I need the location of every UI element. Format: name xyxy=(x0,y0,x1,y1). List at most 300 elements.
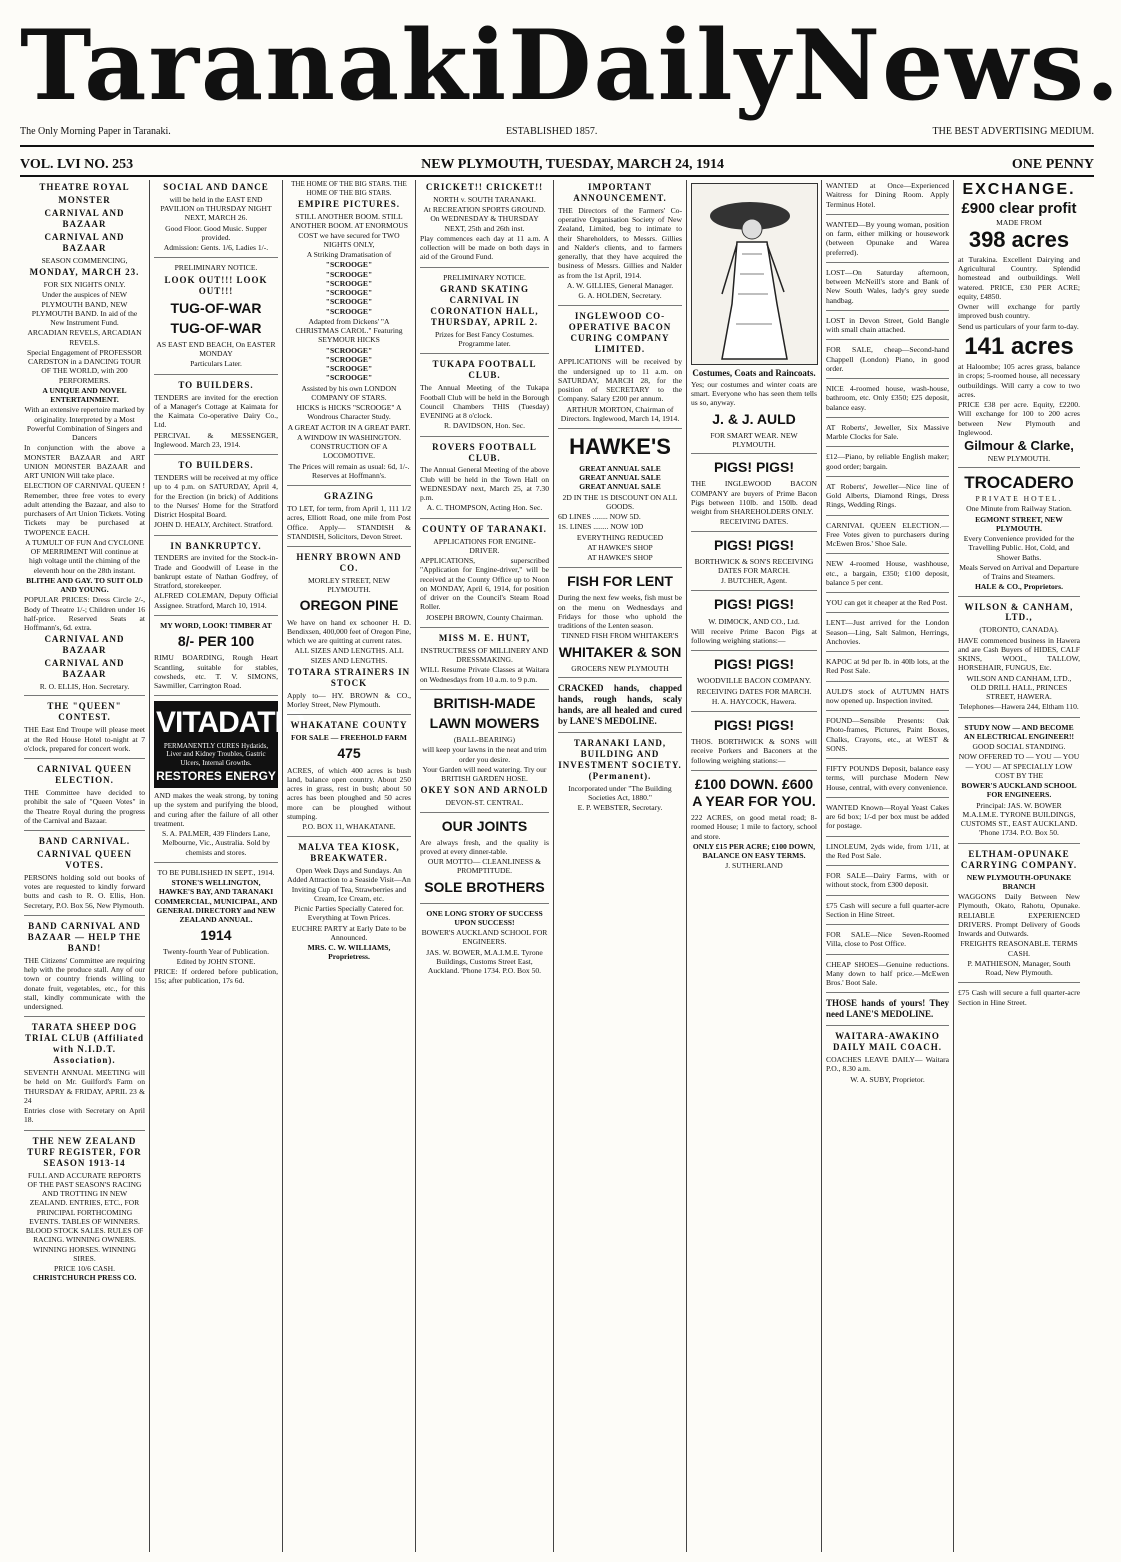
forsale-piano xyxy=(826,345,949,379)
new-house xyxy=(826,559,949,593)
auld-hats xyxy=(826,687,949,712)
exchange-heading: EXCHANGE. xyxy=(962,181,1076,198)
tug-line-1: TUG-OF-WAR xyxy=(170,299,262,316)
tukapa-notice xyxy=(420,359,549,436)
dairy-text: FOR SALE—Dairy Farms, with or without stock, from £300 deposit. xyxy=(826,871,949,890)
season-text: SEASON COMMENCING, xyxy=(41,255,128,265)
wilson-canham-ad xyxy=(958,602,1080,718)
unique-text: A UNIQUE AND NOVEL ENTERTAINMENT. xyxy=(42,385,127,405)
principal-text: JAS. W. BOWER, M.A.I.M.E. Tyrone Buildings, Customs Street East, Auckland. 'Phone 1734. P.O. Box 50. xyxy=(426,947,543,976)
cash-section xyxy=(826,901,949,926)
engagement-text: Special Engagement of PROFESSOR CARDSTON in a DANCING TOUR OF THE WORLD, with 200 PERFORMERS. xyxy=(27,347,142,385)
sale-line-1: GREAT ANNUAL SALE xyxy=(579,463,661,473)
title-word-3: News. xyxy=(792,9,1121,122)
study-line-2: AN ELECTRICAL ENGINEER!! xyxy=(963,731,1075,741)
acres141-body: at Haloombe; 105 acres grass, balance in crops; 5-roomed house, all necessary outbuildings. Will carry a cow to two acres. xyxy=(958,362,1080,399)
roberts1-text: AT Roberts', Jeweller, Six Massive Marble Clocks for Sale. xyxy=(826,422,949,441)
oregon-heading: OREGON PINE xyxy=(299,597,399,614)
woodville-heading: WOODVILLE BACON COMPANY. xyxy=(696,676,812,686)
volume-number: VOL. LVI NO. 253 xyxy=(20,157,134,172)
medoline-text: THOSE hands of yours! They need LANE'S MEDOLINE. xyxy=(826,998,949,1020)
county-notice xyxy=(420,524,549,628)
waggons-text: WAGGONS Daily Between New Plymouth, Okato, Rahotu, Opunake. RELIABLE EXPERIENCED DRIVERS. Prompt Delivery of Goods Inwards and Outwards. xyxy=(958,892,1080,939)
london-text: Assisted by his own LONDON COMPANY OF STARS. xyxy=(301,383,397,402)
pigs-heading-1: PIGS! PIGS! xyxy=(713,459,795,476)
empire-pictures xyxy=(287,180,411,486)
thos-body: THOS. BORTHWICK & SONS will receive Porkers and Baconers at the following weighing stations:— xyxy=(691,737,817,765)
theatre-ad xyxy=(24,182,145,696)
wanted2-text: WANTED—By young woman, position on farm, either milking or housework (between Opunake and Warea preferred). xyxy=(826,219,949,257)
skating-prelim: PRELIMINARY NOTICE. xyxy=(443,272,526,282)
cricket-heading: CRICKET!! CRICKET!! xyxy=(425,182,544,192)
cash75-text: £75 Cash will secure a full quarter-acre Section in Hine Street. xyxy=(826,900,949,919)
vitadatio-tag: RESTORES ENERGY xyxy=(156,769,276,784)
lost-2 xyxy=(826,316,949,341)
hicks-text: HICKS is HICKS "SCROOGE" A Wondrous Character Study. xyxy=(296,403,402,422)
dimock-heading: W. DIMOCK, AND CO., Ltd. xyxy=(708,616,800,626)
column-8 xyxy=(954,180,1084,1552)
window-text: A WINDOW IN WASHINGTON. CONSTRUCTION OF A LOCOMOTIVE. xyxy=(296,432,402,461)
red-post xyxy=(826,598,949,613)
scrooge-5: "SCROOGE" xyxy=(325,297,373,307)
blithe-text: BLITHE AND GAY. TO SUIT OLD AND YOUNG. xyxy=(26,575,143,595)
stones-directory xyxy=(154,868,278,991)
costumes-ad xyxy=(691,183,817,454)
tukapa-body: The Annual Meeting of the Tukapa Football Club will be held in the Borough Council Chambers THIS (Tuesday) EVENING at 8 o'clock. xyxy=(420,383,549,421)
booming-text: STILL ANOTHER BOOM. STILL ANOTHER BOOM. AT ENORMOUS COST we have secured for TWO NIGHTS ONLY, xyxy=(290,212,408,249)
discount-text: 2D IN THE 1S DISCOUNT ON ALL GOODS. xyxy=(562,492,678,511)
stones-text: STONE'S WELLINGTON, HAWKE'S BAY, AND TARANAKI COMMERCIAL, MUNICIPAL, AND GENERAL DIRECTORY and NEW ZEALAND ANNUAL. xyxy=(154,878,278,925)
band-carnival xyxy=(24,836,145,916)
hale-sign: HALE & CO., Proprietors. xyxy=(974,582,1064,592)
timber-ad xyxy=(154,621,278,696)
bankruptcy-body: TENDERS are invited for the Stock-in-Trade and Goodwill of Lease in the bankrupt estate of Nathan Godfrey, of Stratford, storekeeper. xyxy=(154,553,278,591)
woman-costume-illustration xyxy=(691,183,818,365)
medoline-ad xyxy=(826,998,949,1026)
empire-heading: EMPIRE PICTURES. xyxy=(297,199,400,210)
villa-sale xyxy=(826,930,949,955)
lost-1 xyxy=(826,268,949,311)
place-date: NEW PLYMOUTH, TUESDAY, MARCH 24, 1914 xyxy=(421,157,724,172)
vitadatio-banner xyxy=(154,701,305,788)
social-heading: SOCIAL AND DANCE xyxy=(163,182,269,192)
new4-text: NEW 4-roomed House, washhouse, etc., a bargain, £350; £100 deposit, balance 5 per cent. xyxy=(826,559,949,587)
pigs-heading-2: PIGS! PIGS! xyxy=(713,536,795,553)
bowers-ad xyxy=(420,909,549,981)
price141-text: PRICE £38 per acre. Equity, £2200. Will exchange for 100 to 200 acres between New Plymouth and Inglewood. xyxy=(958,400,1080,437)
engine-heading: APPLICATIONS FOR ENGINE-DRIVER. xyxy=(433,536,536,555)
pigs-heading-5: PIGS! PIGS! xyxy=(713,717,795,734)
columns xyxy=(20,180,1094,1552)
okey-heading: OKEY SON AND ARNOLD xyxy=(420,785,549,796)
coleman-sign: ALFRED COLEMAN, Deputy Official Assignee. Stratford, March 10, 1914. xyxy=(154,591,278,610)
linoleum xyxy=(826,842,949,867)
mathieson-sign: P. MATHIESON, Manager, South Road, New Plymouth. xyxy=(967,958,1071,978)
entries-text: Entries close with Secretary on April 18. xyxy=(24,1106,145,1125)
ellis-sign: R. O. ELLIS, Hon. Secretary. xyxy=(39,682,130,692)
costumes-body: Yes; our costumes and winter coats are smart. Everyone who has seen them tells us so, anyway. xyxy=(691,379,817,408)
gilmour-sub: NEW PLYMOUTH. xyxy=(987,454,1051,464)
aulds-text: AULD'S stock of AUTUMN HATS now opened up. Inspection invited. xyxy=(826,686,949,705)
tinned-text: TINNED FISH FROM WHITAKER'S xyxy=(561,631,679,641)
carnival-votes xyxy=(826,521,949,555)
costumes-heading: Costumes, Coats and Raincoats. xyxy=(692,368,816,378)
pigs-inglewood xyxy=(691,459,817,531)
forsale1-text: FOR SALE, cheap—Second-hand Chappell (London) Piano, in good order. xyxy=(826,345,949,373)
turf-price: PRICE 10/6 CASH. xyxy=(54,1264,115,1274)
wilson-heading: WILSON & CANHAM, LTD., xyxy=(964,601,1074,623)
lent-fish xyxy=(826,618,949,652)
rovers-notice xyxy=(420,442,549,519)
social-music: Good Floor. Good Music. Supper provided. xyxy=(165,223,267,242)
lanes-ad xyxy=(558,683,682,733)
telephones-text: Telephones—Hawera 244, Eltham 110. xyxy=(959,702,1079,712)
at-hawkes-2: AT HAWKE'S SHOP xyxy=(587,553,653,563)
season-date: MONDAY, MARCH 23. xyxy=(29,267,140,278)
cricket-play: Play commences each day at 11 a.m. A collection will be made on both days in aid of the Ground Fund. xyxy=(420,233,549,262)
piano-ad xyxy=(826,452,949,477)
newspaper-title xyxy=(20,9,1121,122)
acres398-body: at Turakina. Excellent Dairying and Agricultural Country. Splendid homestead and outbuildings. Well watered. PRICE, £30 PER ACRE; equity, £4850. xyxy=(958,254,1080,301)
season-nights: FOR SIX NIGHTS ONLY. xyxy=(43,280,126,290)
scrooge-4: "SCROOGE" xyxy=(325,288,373,298)
scrooge-7: "SCROOGE" xyxy=(325,345,373,355)
conjunction-text: In conjunction with the above a MONSTER BAZAAR and ART UNION MONSTER BAZAAR and ART UNION Will take place. xyxy=(24,443,145,481)
building-body: Incorporated under "The Building Societies Act, 1880." xyxy=(568,783,672,803)
building-society xyxy=(558,738,682,818)
prices-text: POPULAR PRICES: Dress Circle 2/-, Body of Theatre 1/-; Children under 16 half-price. Reserved Seats at Hoffmann's, 6d. extra. xyxy=(24,595,145,633)
grazing-heading: GRAZING xyxy=(323,491,374,502)
dimock-body: Will receive Prime Bacon Pigs at following weighing stations:— xyxy=(691,626,817,646)
timber-heading: MY WORD, LOOK! TIMBER AT xyxy=(160,620,272,630)
principal-address: Principal: JAS. W. BOWER M.A.I.M.E. TYRONE BUILDINGS, CUSTOMS ST., EAST AUCKLAND. 'Phone 1734. P.O. Box 50. xyxy=(960,800,1078,838)
wilson-address: WILSON AND CANHAM, LTD., OLD DRILL HALL, PRINCES STREET, HAWERA. xyxy=(966,673,1072,702)
cheaper-text: YOU can get it cheaper at the Red Post. xyxy=(826,598,948,607)
now-text: NOW OFFERED TO — YOU — YOU — YOU — AT SPECIALLY LOW COST BY THE xyxy=(958,752,1080,780)
vitadatio-sub: PERMANENTLY CURES Hydatids, Liver and Kidney Troubles, Gastric Ulcers, Internal Growths. xyxy=(163,741,269,767)
wilson-sub: (TORONTO, CANADA). xyxy=(979,625,1059,635)
lookout-text: LOOK OUT!!! LOOK OUT!!! xyxy=(164,274,268,296)
malva-kiosk xyxy=(287,842,411,966)
important-heading: IMPORTANT ANNOUNCEMENT. xyxy=(573,182,667,203)
carnival-line-1: CARNIVAL AND BAZAAR xyxy=(44,207,125,229)
pigs-heading-3: PIGS! PIGS! xyxy=(713,596,795,613)
trocadero-heading: TROCADERO xyxy=(964,473,1074,493)
repertoire-text: With an extensive repertoire marked by originality. Interpreted by a Most Powerful Combination of Singers and Dancers xyxy=(24,405,145,443)
kapoc-text: KAPOC at 9d per lb. in 40lb lots, at the Red Post Sale. xyxy=(826,657,949,676)
vitadatio-ad xyxy=(154,701,305,863)
column-2 xyxy=(150,180,305,1552)
timber-price: 8/- PER 100 xyxy=(177,633,255,650)
made-text: MADE FROM xyxy=(996,217,1042,227)
roberts-clocks xyxy=(826,423,949,448)
lanes-text: CRACKED hands, chapped hands, rough hands, scaly hands, are all healed and cured by LANE'S MEDOLINE. xyxy=(558,683,682,726)
acres141-heading: 141 acres xyxy=(964,332,1074,360)
exchange-ad xyxy=(958,180,1080,468)
queen-text: ELECTION OF CARNIVAL QUEEN ! Remember, three free votes to every adult attending the Bazaar, and also to purchasers of Art Union Tickets. Voting Tickets may be purchased at TWOPENCE EACH. xyxy=(24,481,145,537)
picnic-text: Picnic Parties Specially Catered for. Everything at Town Prices. xyxy=(294,904,404,923)
webster-sign: E. P. WEBSTER, Secretary. xyxy=(577,803,663,813)
brown-sign: JOSEPH BROWN, County Chairman. xyxy=(425,612,544,622)
davidson-sign: R. DAVIDSON, Hon. Sec. xyxy=(443,421,526,431)
found-presents xyxy=(826,716,949,759)
haycock-sign: H. A. HAYCOCK, Hawera. xyxy=(711,696,797,706)
bacon-heading: INGLEWOOD CO-OPERATIVE BACON CURING COMPANY LIMITED. xyxy=(568,311,672,355)
troc-line-2: EGMONT STREET, NEW PLYMOUTH. xyxy=(975,514,1063,533)
grazing-body: TO LET, for term, from April 1, 111 1/2 acres, Elliott Road, one mile from Post Office. Apply— STANDISH & STANDISH, Solicitors, Devon Street. xyxy=(287,504,411,541)
mowers-sub: (BALL-BEARING) xyxy=(453,735,516,745)
votes-body: PERSONS holding sold out books of votes are requested to kindly forward butts and cash to R. O. Ellis, Hon. Secretary, P.O. Box 56, New Plymouth. xyxy=(24,872,145,910)
pigs-heading-4: PIGS! PIGS! xyxy=(713,656,795,673)
title-word-2: Daily xyxy=(508,9,793,122)
suby-sign: W. A. SUBY, Proprietor. xyxy=(850,1074,925,1084)
election-body: THE Committee have decided to prohibit the sale of "Queen Votes" in the Theatre Royal during the progress of the Carnival and Bazaar. xyxy=(24,788,145,825)
eltham-sub: NEW PLYMOUTH-OPUNAKE BRANCH xyxy=(966,872,1072,891)
scrooge-3: "SCROOGE" xyxy=(325,278,373,288)
hunt-body: WILL Resume Private Classes at Waitara on Wednesdays from 10 a.m. to 9 p.m. xyxy=(420,665,549,684)
masthead-rule-top xyxy=(20,145,1094,147)
sole-heading: SOLE BROTHERS xyxy=(424,878,545,895)
eltham-carrying xyxy=(958,849,1080,984)
totara-heading: TOTARA STRAINERS IN STOCK xyxy=(287,666,411,688)
at-hawkes-1: AT HAWKE'S SHOP xyxy=(587,542,653,552)
help-band-heading: BAND CARNIVAL AND BAZAAR — HELP THE BAND! xyxy=(27,920,142,953)
found-text: FOUND—Sensible Presents: Oak Photo-frames, Pictures, Paint Boxes, Chalks, Crayons, etc., at WEST & SONS. xyxy=(826,716,949,753)
scrooge-6: "SCROOGE" xyxy=(325,306,373,316)
tumult-text: A TUMULT OF FUN And CYCLONE OF MERRIMENT Will continue at high voltage until the chiming of the eleventh hour on the 28th instant. xyxy=(25,537,144,575)
euchre-text: EUCHRE PARTY at Early Date to be Announced. xyxy=(291,923,407,942)
adapted-text: Adapted from Dickens' "A CHRISTMAS CAROL." Featuring SEYMOUR HICKS xyxy=(295,316,403,345)
freehold-heading: FOR SALE — FREEHOLD FARM xyxy=(291,733,407,743)
malva-heading: MALVA TEA KIOSK, BREAKWATER. xyxy=(298,842,400,864)
tug-of-war xyxy=(154,263,278,374)
acres-body: ACRES, of which 400 acres is bush land, balance open country. About 250 acres in grass, rest in bush; about 50 acres has been ploughed and 50 acres more can be ploughed without stumping. xyxy=(287,765,411,821)
borthwick-text: BORTHWICK & SON'S RECEIVING DATES FOR MARCH. xyxy=(694,556,814,575)
scrooge-10: "SCROOGE" xyxy=(325,373,373,383)
tagline-center: ESTABLISHED 1857. xyxy=(505,126,598,137)
pigs-dimock xyxy=(691,596,817,651)
farm-down-ad xyxy=(691,776,817,876)
gillies-sign: A. W. GILLIES, General Manager. xyxy=(566,280,674,290)
rimu-text: RIMU BOARDING, Rough Heart Scantling, suitable for stables, cowsheds, etc. T. V. SIMONS, Sawmiller, Carrington Road. xyxy=(154,653,278,691)
mowers-heading-1: BRITISH-MADE xyxy=(433,694,536,711)
roberts2-text: AT Roberts', Jeweller—Nice line of Gold Alberts, Diamond Rings, Dress Rings, Wedding Rings. xyxy=(826,481,949,510)
hawkes-sale xyxy=(558,434,682,568)
dateline xyxy=(20,157,1094,173)
farmers-body: THE Directors of the Farmers' Co-operative Organisation Society of New Zealand, Limited, beg to intimate to their Shareholders, to Messrs. Gillies and Nalder's clients, and to farmers generally, that they have acquired the business of Messrs. Gillies and Nalder as from the 1st April, 1914. xyxy=(558,205,682,280)
theatre-sub: MONSTER xyxy=(58,194,111,205)
cheap-shoes xyxy=(826,960,949,994)
cheap-text: CHEAP SHOES—Genuine reductions. Many down to half price.—McEwen Bros.' Boot Sale. xyxy=(826,959,949,987)
vitadatio-body: AND makes the weak strong, by toning up the system and purifying the blood, and curing after the failure of all other treatment. xyxy=(154,791,278,828)
joints-heading: OUR JOINTS xyxy=(441,817,528,834)
morton-sign: ARTHUR MORTON, Chairman of Directors. Inglewood, March 14, 1914. xyxy=(560,404,680,423)
pigs-woodville xyxy=(691,656,817,712)
hunt-sub: INSTRUCTRESS OF MILLINERY AND DRESSMAKING. xyxy=(420,645,549,665)
empire-prices: The Prices will remain as usual: 6d, 1/-. Reserves at Hoffmann's. xyxy=(288,461,410,480)
skating-prizes: Prizes for Best Fancy Costumes. Programme later. xyxy=(435,329,534,349)
builders2-body: TENDERS will be received at my office up to 4 p.m. on SATURDAY, April 4, for the Erection (in brick) of Additions to the Nurses' Home for the Stratford District Hospital Board. xyxy=(154,473,278,519)
williams-sign: MRS. C. W. WILLIAMS, Proprietress. xyxy=(307,943,391,962)
builders-sign: PERCIVAL & MESSENGER, Inglewood. March 23, 1914. xyxy=(154,430,278,449)
queen-contest xyxy=(24,701,145,759)
farmers-announcement xyxy=(558,182,682,306)
rovers-body: The Annual General Meeting of the above Club will be held in the Town Hall on WEDNESDAY next, March 25, at 7.30 p.m. xyxy=(420,465,549,503)
motto-text: OUR MOTTO— CLEANLINESS & PROMPTITUDE. xyxy=(427,857,542,876)
sept-text: TO BE PUBLISHED IN SEPT., 1914. xyxy=(157,867,275,877)
troc-line-4: Meals Served on Arrival and Departure of Trains and Steamers. xyxy=(959,562,1079,581)
reduced-text: EVERYTHING REDUCED xyxy=(576,532,664,542)
roberts-jewellery xyxy=(826,482,949,516)
county-heading: COUNTY OF TARANAKI. xyxy=(422,523,547,534)
masthead xyxy=(0,0,1121,137)
coach-heading: WAITARA-AWAKINO DAILY MAIL COACH. xyxy=(832,1031,943,1053)
profit-heading: £900 clear profit xyxy=(961,199,1077,217)
fifty-pounds xyxy=(826,764,949,798)
fifty-text: FIFTY POUNDS Deposit, balance easy terms, will purchase Modern New House, central, with every convenience. xyxy=(826,764,949,792)
column-3 xyxy=(283,180,416,1552)
lost2-text: LOST in Devon Street, Gold Bangle with small chain attached. xyxy=(826,315,949,334)
hose-text: Your Garden will need watering. Try our BRITISH GARDEN HOSE. xyxy=(422,764,547,784)
totara-body: Apply to— HY. BROWN & CO., Morley Street, New Plymouth. xyxy=(287,690,411,709)
turf-heading: THE NEW ZEALAND TURF REGISTER, FOR SEASON 1913-14 xyxy=(27,1135,142,1168)
scrooge-2: "SCROOGE" xyxy=(325,269,373,279)
home-stars: THE HOME OF THE BIG STARS. THE HOME OF THE BIG STARS. xyxy=(291,180,407,197)
column-6 xyxy=(687,180,822,1552)
owner-text: Owner will exchange for partly improved bush country. xyxy=(958,302,1080,321)
acres222-body: 222 ACRES, on good metal road; 8-roomed House; 1 mile to factory, school and store. xyxy=(691,813,817,841)
fish-heading: FISH FOR LENT xyxy=(567,573,673,590)
masthead-rule-bottom xyxy=(20,175,1094,177)
acres398-heading: 398 acres xyxy=(968,227,1070,253)
lines-2: 1S. LINES ........ NOW 10D xyxy=(558,522,644,532)
yeast-cakes xyxy=(826,803,949,837)
grocers-text: GROCERS NEW PLYMOUTH xyxy=(571,663,669,673)
builders-body: TENDERS are invited for the erection of a Manager's Cottage at Kaimata for the Kaimata Co-operative Dairy Co., Ltd. xyxy=(154,392,278,430)
healy-sign: JOHN D. HEALY, Architect. Stratford. xyxy=(154,520,273,530)
joints-ad xyxy=(420,818,549,904)
cricket-match: NORTH v. SOUTH TARANAKI. xyxy=(433,194,536,204)
pobox-text: P.O. BOX 11, WHAKATANE. xyxy=(302,822,396,831)
only-text: ONLY £15 PER ACRE; £100 DOWN, BALANCE ON EASY TERMS. xyxy=(692,841,816,861)
study-body: GOOD SOCIAL STANDING. xyxy=(972,742,1066,752)
builders-notice-2 xyxy=(154,460,278,535)
queen-votes-heading: CARNIVAL QUEEN VOTES. xyxy=(36,849,133,870)
lino-text: LINOLEUM, 2yds wide, from 1/11, at the Red Post Sale. xyxy=(826,841,949,860)
band-carnival-heading: BAND CARNIVAL. xyxy=(38,836,131,847)
carnival-text: CARNIVAL QUEEN ELECTION.— Free Votes given to purchasers during McEwen Bros.' Shoe Sale. xyxy=(826,520,949,548)
wanted-1 xyxy=(826,181,949,215)
fish-ad xyxy=(558,573,682,678)
oregon-body: We have on hand ex schooner H. D. Bendixsen, 400,000 feet of Oregon Pine, which we are quitting at current rates. xyxy=(287,617,412,646)
help-band xyxy=(24,921,145,1017)
lines-1: 6D LINES ........ NOW 5D. xyxy=(558,512,641,522)
builders-heading: TO BUILDERS. xyxy=(178,379,254,390)
villa-text: FOR SALE—Nice Seven-Roomed Villa, close to Post Office. xyxy=(826,930,949,949)
tug-where: AS EAST END BEACH, On EASTER MONDAY xyxy=(156,339,276,359)
tukapa-heading: TUKAPA FOOTBALL CLUB. xyxy=(432,359,537,381)
sutherland-sign: J. SUTHERLAND xyxy=(725,861,783,871)
skating-heading: GRAND SKATING CARNIVAL IN CORONATION HALL, THURSDAY, APRIL 2. xyxy=(430,283,539,327)
social-dance xyxy=(154,182,278,258)
hawkes-heading: HAWKE'S xyxy=(569,434,671,460)
column-7 xyxy=(822,180,954,1552)
turf-body: FULL AND ACCURATE REPORTS OF THE PAST SEASON'S RACING AND TROTTING IN NEW ZEALAND. ENTRIES, ETC., FOR PRINCIPAL FORTHCOMING EVENTS. TABLES OF WINNERS. BLOOD STOCK SALES. RULES OF RACING. WINNING OWNERS. WINNING HORSES. WINNING SIRES. xyxy=(25,1170,144,1263)
cricket-ground: At RECREATION SPORTS GROUND. On WEDNESDAY & THURSDAY NEXT, 25th and 26th inst. xyxy=(423,205,546,233)
fish-body: During the next few weeks, fish must be on the menu on Wednesdays and Fridays for those who uphold the traditions of the Lenten season. xyxy=(558,593,682,631)
tagline-row xyxy=(20,126,1094,137)
mowers-heading-2: LAWN MOWERS xyxy=(429,714,540,731)
column-5 xyxy=(554,180,687,1552)
social-body: will be held in the EAST END PAVILION on THURSDAY NIGHT NEXT, MARCH 26. xyxy=(160,194,272,223)
prelim-notice: PRELIMINARY NOTICE. xyxy=(174,263,258,273)
dramatisation-text: A Striking Dramatisation of xyxy=(306,250,392,260)
help-band-body: THE Citizens' Committee are requiring help with the produce stall. Any of our town or country friends willing to donate fruit, vegetables, etc., for this stall, kindly communicate with the undersigned. xyxy=(24,955,145,1012)
arcadian-text: ARCADIAN REVELS, ARCADIAN REVELS. xyxy=(27,328,142,347)
mowers-ad xyxy=(420,695,549,813)
tagline-left: The Only Morning Paper in Taranaki. xyxy=(20,126,171,137)
queen-contest-heading: THE "QUEEN" CONTEST. xyxy=(47,701,122,723)
wanted-2 xyxy=(826,220,949,263)
election-heading: CARNIVAL QUEEN ELECTION. xyxy=(36,764,133,786)
lent-text: LENT—Just arrived for the London Season—Ling, Salt Salmon, Herrings, Anchovies. xyxy=(826,618,949,646)
sale-line-2: GREAT ANNUAL SALE xyxy=(579,473,661,483)
bacon-body: APPLICATIONS will be received by the undersigned up to 11 a.m. on SATURDAY, MARCH 28, for the position of SECRETARY to the Company. Salary £200 per annum. xyxy=(558,357,682,404)
great-actor-text: A GREAT ACTOR IN A GREAT PART. xyxy=(287,422,411,432)
wanted1-text: WANTED at Once—Experienced Waitress for Dining Room. Apply Terminus Hotel. xyxy=(826,181,949,209)
holden-sign: G. A. HOLDEN, Secretary. xyxy=(578,291,662,301)
wilson-body: HAVE commenced business in Hawera and are Cash Buyers of HIDES, CALF SKINS, WOOL, TALLOW, HORSEHAIR, FUNGUS, Etc. xyxy=(958,635,1080,673)
sale-line-3: GREAT ANNUAL SALE xyxy=(579,482,661,492)
bankruptcy-heading: IN BANKRUPTCY. xyxy=(170,540,262,551)
theatre-heading: THEATRE ROYAL xyxy=(39,182,130,192)
tug-line-2: TUG-OF-WAR xyxy=(170,319,262,336)
building-heading: TARANAKI LAND, BUILDING AND INVESTMENT SOCIETY. (Permanent). xyxy=(558,737,682,781)
engineer-ad xyxy=(958,723,1080,844)
scrooge-9: "SCROOGE" xyxy=(325,364,373,374)
bacon-company xyxy=(558,311,682,429)
bowers-school: BOWER'S AUCKLAND SCHOOL FOR ENGINEERS. xyxy=(961,781,1077,800)
auspices-text: Under the auspices of NEW PLYMOUTH BAND, NEW PLYMOUTH BAND. In aid of the New Instrument Fund. xyxy=(31,290,138,328)
coach-body: COACHES LEAVE DAILY— Waitara P.O., 8.30 a.m. xyxy=(826,1055,949,1074)
year-text: 1914 xyxy=(200,927,232,944)
column-1 xyxy=(20,180,150,1552)
tarata-heading: TARATA SHEEP DOG TRIAL CLUB (Affiliated with N.I.D.T. Association). xyxy=(24,1022,144,1066)
acres-475: 475 xyxy=(337,745,361,762)
whitaker-heading: WHITAKER & SON xyxy=(558,643,682,660)
gilmour-heading: Gilmour & Clarke, xyxy=(964,438,1074,454)
bowers-text: BOWER'S AUCKLAND SCHOOL FOR ENGINEERS. xyxy=(421,928,548,947)
scrooge-1: "SCROOGE" xyxy=(325,260,373,270)
turf-register xyxy=(24,1136,145,1287)
receiving-heading: RECEIVING DATES. xyxy=(719,517,789,527)
cash75-text-2: £75 Cash will secure a full quarter-acre Section in Hine Street. xyxy=(958,988,1080,1007)
nice-house xyxy=(826,384,949,418)
cash-section-2 xyxy=(958,988,1080,1012)
column-4 xyxy=(416,180,554,1552)
hunt-heading: MISS M. E. HUNT, xyxy=(438,632,531,643)
pigs-borthwick xyxy=(691,537,817,592)
troc-line-3: Every Convenience provided for the Travelling Public. Hot, Cold, and Shower Baths. xyxy=(963,534,1075,562)
price: ONE PENNY xyxy=(1011,157,1094,172)
auld-sub: FOR SMART WEAR. NEW PLYMOUTH. xyxy=(710,430,798,450)
malva-body: Open Week Days and Sundays. An Added Attraction to a Seaside Visit—An Inviting Cup of Tea, Strawberries and Cream, Ice Cream, etc. xyxy=(287,866,411,903)
pigs-thos xyxy=(691,717,817,771)
seventh-text: SEVENTH ANNUAL MEETING will be held on Mr. Guilford's Farm on THURSDAY & FRIDAY, APRIL 23 & 24 xyxy=(24,1068,145,1105)
henry-brown-ad xyxy=(287,552,411,715)
grazing-ad xyxy=(287,491,411,547)
freights-text: FREIGHTS REASONABLE. TERMS CASH. xyxy=(960,939,1078,958)
